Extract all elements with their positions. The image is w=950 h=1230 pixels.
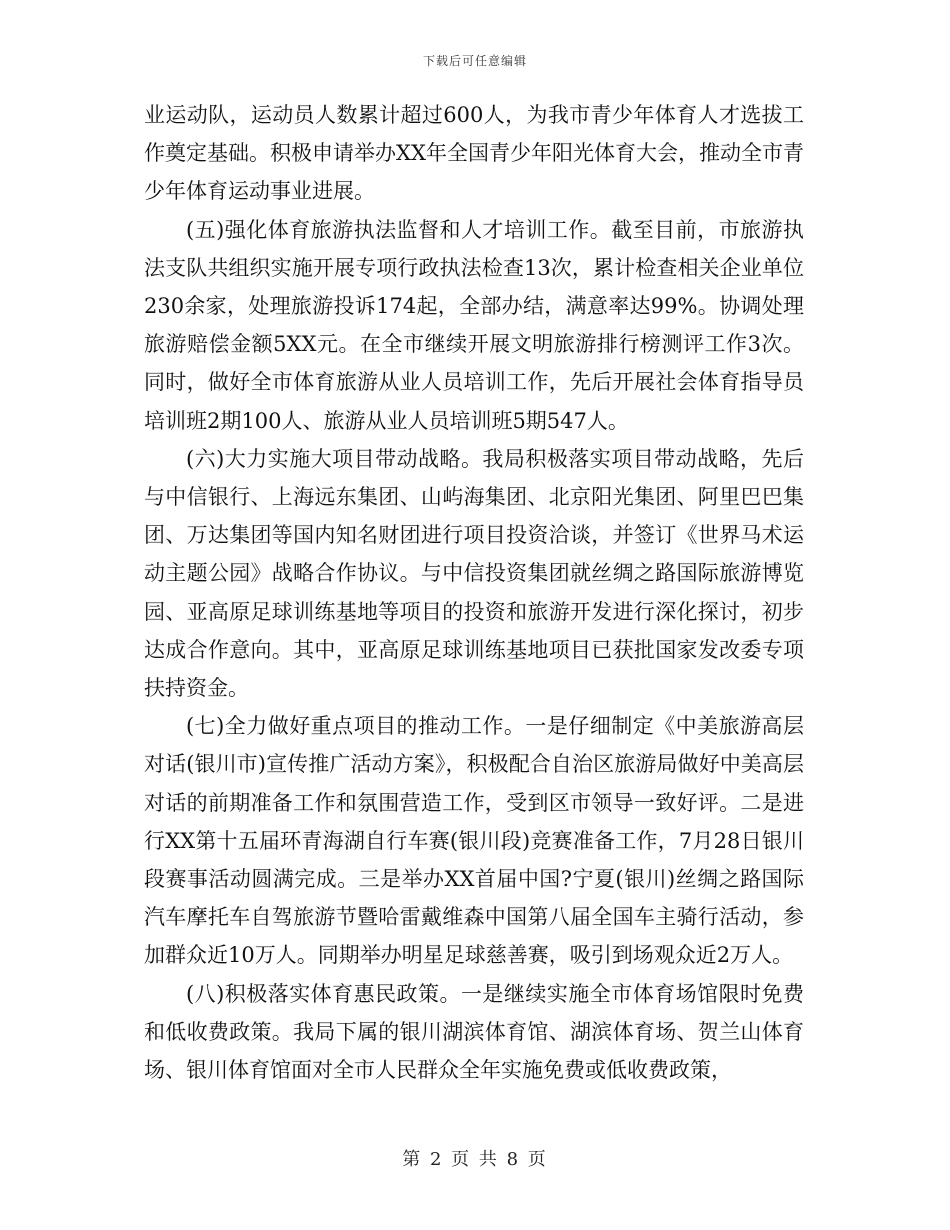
document-body <box>144 96 804 1089</box>
paragraph-section-6: (六)大力实施大项目带动战略。我局积极落实项目带动战略，先后与中信银行、上海远东集团、山屿海集团、北京阳光集团、阿里巴巴集团、万达集团等国内知名财团进行项目投资洽谈，并签订《世界马术运动主题公园》战略合作协议。与中信投资集团就丝绸之路国际旅游博览园、亚高原足球训练基地等项目的投资和旅游开发进行深化探讨，初步达成合作意向。其中，亚高原足球训练基地项目已获批国家发改委专项扶持资金。 <box>144 446 804 701</box>
paragraph-section-7: (七)全力做好重点项目的推动工作。一是仔细制定《中美旅游高层对话(银川市)宣传推广活动方案》，积极配合自治区旅游局做好中美高层对话的前期准备工作和氛围营造工作，受到区市领导一致好评。二是进行XX第十五届环青海湖自行车赛(银川段)竞赛准备工作，7月28日银川段赛事活动圆满完成。三是举办XX首届中国?宁夏(银川)丝绸之路国际汽车摩托车自驾旅游节暨哈雷戴维森中国第八届全国车主骑行活动，参加群众近10万人。同期举办明星足球慈善赛，吸引到场观众近2万人。 <box>144 714 804 968</box>
paragraph-section-5: (五)强化体育旅游执法监督和人才培训工作。截至目前，市旅游执法支队共组织实施开展专项行政执法检查13次，累计检查相关企业单位230余家，处理旅游投诉174起，全部办结，满意率达99%。协调处理旅游赔偿金额5XX元。在全市继续开展文明旅游排行榜测评工作3次。同时，做好全市体育旅游从业人员培训工作，先后开展社会体育指导员培训班2期100人、旅游从业人员培训班5期547人。 <box>144 217 804 433</box>
paragraph-continuation: 业运动队，运动员人数累计超过600人，为我市青少年体育人才选拔工作奠定基础。积极申请举办XX年全国青少年阳光体育大会，推动全市青少年体育运动事业进展。 <box>144 103 804 204</box>
page-number-footer: 第 2 页 共 8 页 <box>402 1149 548 1170</box>
page-header: 下载后可任意编辑 <box>422 54 527 68</box>
paragraph-section-8: (八)积极落实体育惠民政策。一是继续实施全市体育场馆限时免费和低收费政策。我局下属的银川湖滨体育馆、湖滨体育场、贺兰山体育场、银川体育馆面对全市人民群众全年实施免费或低收费政策， <box>144 981 804 1083</box>
